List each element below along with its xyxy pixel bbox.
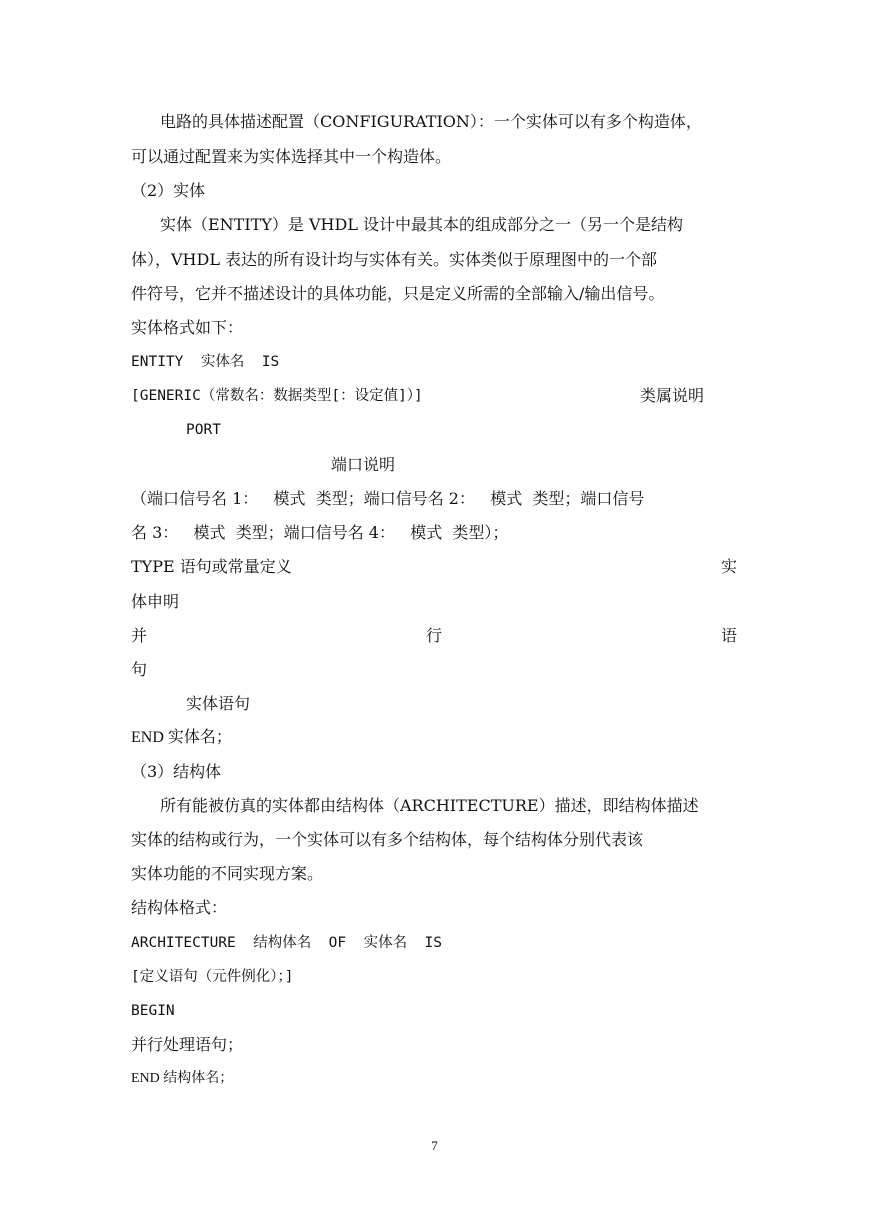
section-heading-entity: （2）实体 [131, 181, 206, 200]
end-entity: END 实体名； [131, 729, 232, 746]
entity-statement: 实体语句 [186, 694, 251, 713]
paragraph-arch-line1: 所有能被仿真的实体都由结构体（ARCHITECTURE）描述，即结构体描述 [160, 796, 699, 815]
paragraph-entity-line1: 实体（ENTITY）是 VHDL 设计中最其本的组成部分之一（另一个是结构 [160, 215, 684, 234]
architecture-format-label: 结构体格式： [131, 898, 228, 917]
paragraph-config-line2: 可以通过配置来为实体选择其中一个构造体。 [131, 147, 452, 166]
port-list-line1: （端口信号名 1： 模式 类型；端口信号名 2： 模式 类型；端口信号 [131, 489, 645, 508]
entity-declaration: ENTITY 实体名 IS [131, 354, 280, 370]
section-heading-architecture: （3）结构体 [131, 762, 222, 781]
char-xing: 行 [425, 626, 442, 645]
port-keyword: PORT [186, 422, 221, 438]
type-definition-row [131, 557, 737, 577]
paragraph-config-line1: 电路的具体描述配置（CONFIGURATION）：一个实体可以有多个构造体， [160, 112, 702, 131]
paragraph-entity-line2: 体），VHDL 表达的所有设计均与实体有关。实体类似于原理图中的一个部 [131, 250, 658, 269]
generic-clause: [GENERIC（常数名：数据类型[：设定值]）] [131, 388, 423, 404]
paragraph-arch-line2: 实体的结构或行为，一个实体可以有多个结构体，每个结构体分别代表该 [131, 830, 644, 849]
char-bing: 并 [131, 626, 148, 645]
char-yu: 语 [720, 626, 737, 645]
port-list-line2: 名 3： 模式 类型；端口信号名 4： 模式 类型）； [131, 523, 509, 542]
definition-statement: [定义语句（元件例化）；] [131, 969, 294, 985]
paragraph-arch-line3: 实体功能的不同实现方案。 [131, 864, 324, 883]
page-number: 7 [431, 1138, 438, 1153]
concurrent-statements: 并行处理语句； [131, 1035, 244, 1054]
port-note: 端口说明 [331, 455, 396, 474]
entity-declaration-char: 实 [720, 557, 737, 576]
end-architecture: END 结构体名； [131, 1071, 234, 1086]
char-ju: 句 [131, 660, 148, 679]
concurrent-statement-row [131, 626, 737, 646]
begin-keyword: BEGIN [131, 1003, 175, 1019]
architecture-declaration: ARCHITECTURE 结构体名 OF 实体名 IS [131, 935, 443, 951]
generic-note: 类属说明 [640, 386, 705, 405]
paragraph-entity-line3: 件符号，它并不描述设计的具体功能，只是定义所需的全部输入/输出信号。 [131, 284, 665, 303]
paragraph-entity-line4: 实体格式如下： [131, 318, 244, 337]
type-definition: TYPE 语句或常量定义 [131, 557, 292, 576]
entity-declaration-label: 体申明 [131, 592, 180, 611]
